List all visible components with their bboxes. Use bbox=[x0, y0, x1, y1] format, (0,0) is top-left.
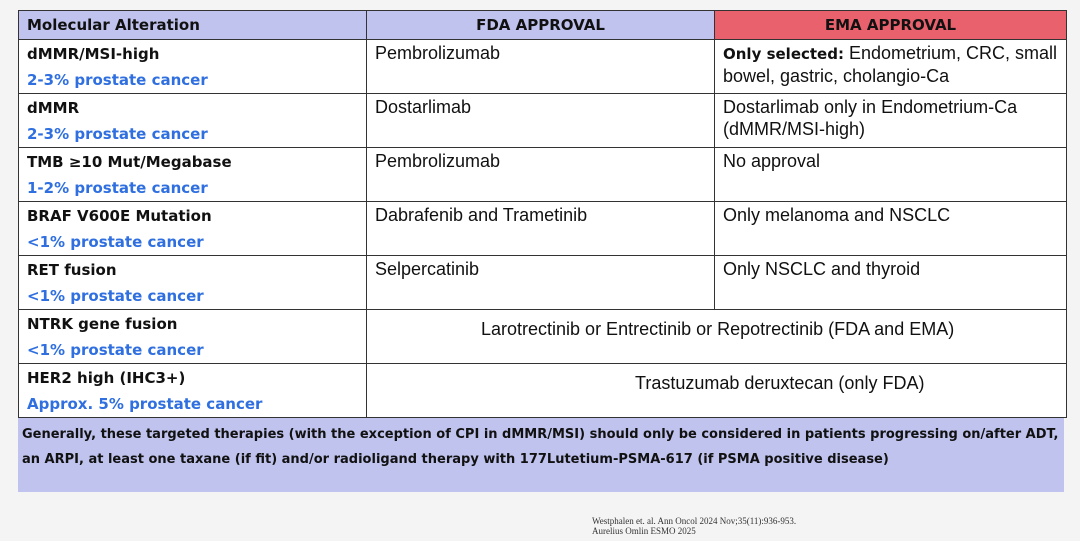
table-row bbox=[19, 202, 1067, 256]
alteration-name: dMMR bbox=[27, 99, 80, 117]
fda-approval-text: Pembrolizumab bbox=[375, 43, 501, 63]
alteration-frequency: <1% prostate cancer bbox=[27, 233, 204, 251]
combined-approval-text: Larotrectinib or Entrectinib or Repotrectinib (FDA and EMA) bbox=[481, 319, 955, 339]
combined-approval-text: Trastuzumab deruxtecan (only FDA) bbox=[635, 373, 925, 393]
ema-cell bbox=[715, 202, 1067, 256]
combined-approval-cell bbox=[367, 310, 1067, 364]
ema-approval-text: Only melanoma and NSCLC bbox=[723, 205, 951, 225]
fda-approval-text: Selpercatinib bbox=[375, 259, 480, 279]
alteration-cell bbox=[19, 148, 367, 202]
header-fda-approval: FDA APPROVAL bbox=[367, 11, 715, 40]
fda-approval-text: Pembrolizumab bbox=[375, 151, 501, 171]
ema-approval-text: Dostarlimab only in Endometrium-Ca (dMMR/MSI-high) bbox=[723, 97, 1018, 139]
ema-cell bbox=[715, 94, 1067, 148]
ema-approval-text bbox=[723, 42, 1058, 87]
approval-table bbox=[18, 10, 1067, 418]
alteration-name: RET fusion bbox=[27, 261, 117, 279]
alteration-frequency: <1% prostate cancer bbox=[27, 341, 204, 359]
table-header-row bbox=[19, 11, 1067, 40]
fda-cell bbox=[367, 94, 715, 148]
table-row bbox=[19, 256, 1067, 310]
alteration-cell bbox=[19, 256, 367, 310]
alteration-frequency: <1% prostate cancer bbox=[27, 287, 204, 305]
alteration-cell bbox=[19, 40, 367, 94]
table-row bbox=[19, 40, 1067, 94]
citation-line-1: Westphalen et. al. Ann Oncol 2024 Nov;35(11):936-953. bbox=[592, 516, 797, 526]
table-row bbox=[19, 94, 1067, 148]
fda-cell bbox=[367, 40, 715, 94]
citation-line-2: Aurelius Omlin ESMO 2025 bbox=[592, 526, 696, 536]
alteration-cell bbox=[19, 202, 367, 256]
ema-cell bbox=[715, 256, 1067, 310]
table-row bbox=[19, 310, 1067, 364]
ema-prefix: Only selected: bbox=[723, 45, 844, 63]
fda-cell bbox=[367, 148, 715, 202]
therapy-note-box bbox=[18, 418, 1064, 492]
alteration-name: HER2 high (IHC3+) bbox=[27, 369, 186, 387]
alteration-name: TMB ≥10 Mut/Megabase bbox=[27, 153, 232, 171]
fda-approval-text: Dostarlimab bbox=[375, 97, 472, 117]
ema-cell bbox=[715, 148, 1067, 202]
alteration-name: dMMR/MSI-high bbox=[27, 45, 160, 63]
citation bbox=[592, 516, 796, 536]
table-row bbox=[19, 364, 1067, 418]
alteration-name: NTRK gene fusion bbox=[27, 315, 178, 333]
ema-approval-text: No approval bbox=[723, 151, 821, 171]
ema-approval-detail: Endometrium, CRC, small bowel, gastric, cholangio-Ca bbox=[723, 43, 1058, 86]
alteration-name: BRAF V600E Mutation bbox=[27, 207, 212, 225]
therapy-note-text: Generally, these targeted therapies (with the exception of CPI in dMMR/MSI) should only be considered in patients progressing on/after ADT, an ARPI, at least one taxane (if fit) and/or radioligand therapy with 177Lutetium-PSMA-617 (if PSMA positive disease) bbox=[22, 427, 1059, 467]
alteration-frequency: 1-2% prostate cancer bbox=[27, 179, 208, 197]
ema-approval-text: Only NSCLC and thyroid bbox=[723, 259, 921, 279]
alteration-cell bbox=[19, 310, 367, 364]
alteration-cell bbox=[19, 364, 367, 418]
ema-cell bbox=[715, 40, 1067, 94]
table-row bbox=[19, 148, 1067, 202]
alteration-frequency: 2-3% prostate cancer bbox=[27, 125, 208, 143]
fda-cell bbox=[367, 256, 715, 310]
fda-cell bbox=[367, 202, 715, 256]
alteration-frequency: 2-3% prostate cancer bbox=[27, 71, 208, 89]
header-ema-approval: EMA APPROVAL bbox=[715, 11, 1067, 40]
alteration-cell bbox=[19, 94, 367, 148]
alteration-frequency: Approx. 5% prostate cancer bbox=[27, 395, 263, 413]
combined-approval-cell bbox=[367, 364, 1067, 418]
header-molecular-alteration: Molecular Alteration bbox=[19, 11, 367, 40]
fda-approval-text: Dabrafenib and Trametinib bbox=[375, 205, 588, 225]
